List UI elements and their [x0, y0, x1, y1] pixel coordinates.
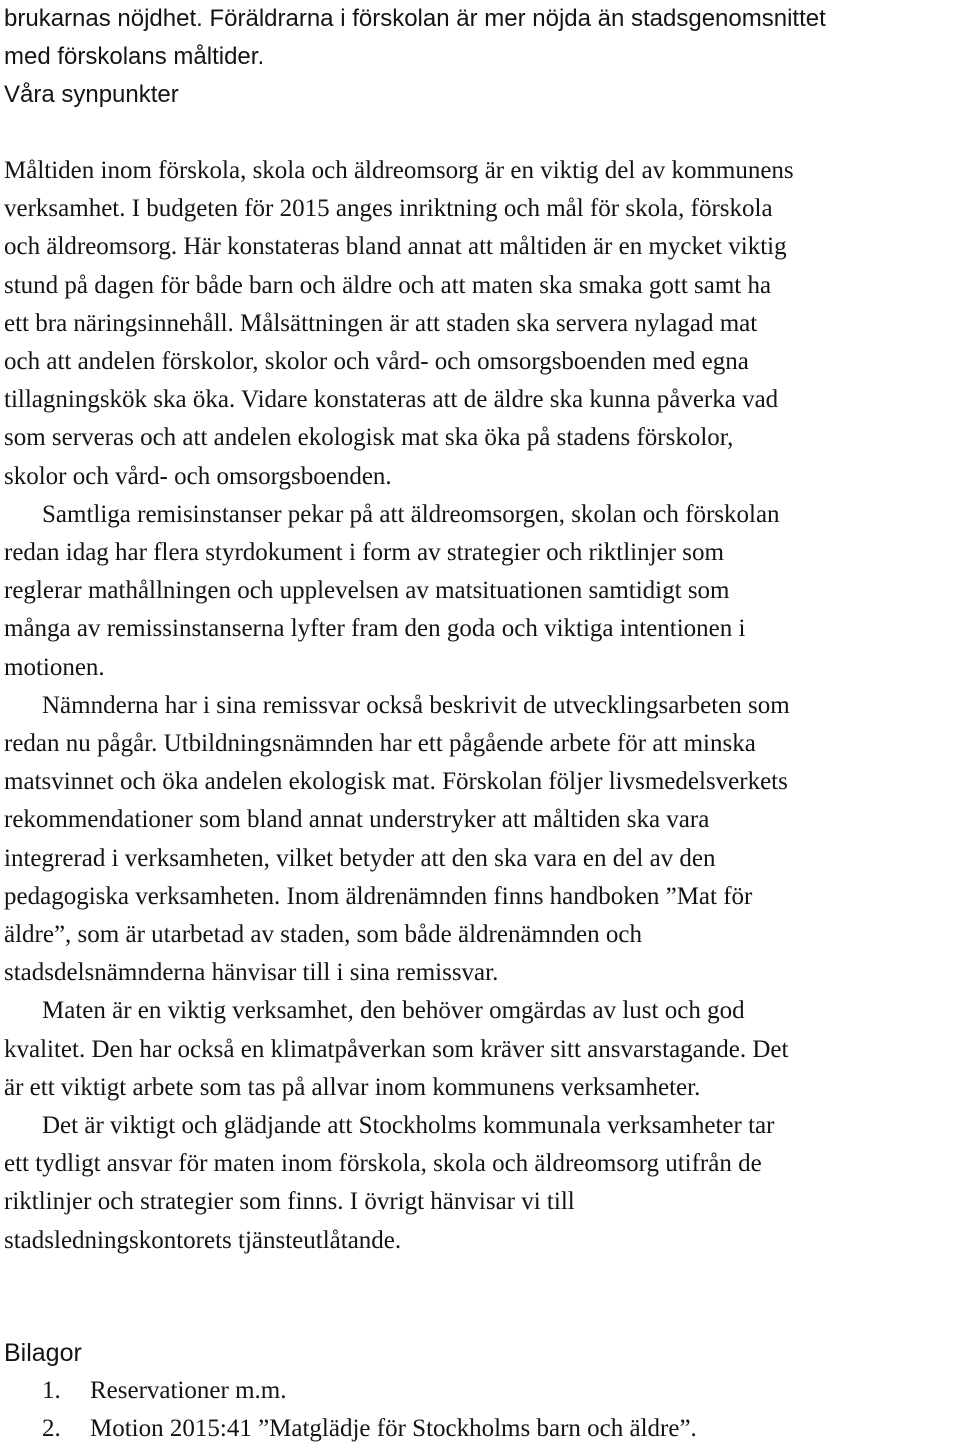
text-line: rekommendationer som bland annat understryker att måltiden ska vara: [4, 806, 710, 834]
text-line: integrerad i verksamheten, vilket betyder att den ska vara en del av den: [4, 844, 716, 872]
appendix-item-number: 1.: [42, 1376, 61, 1404]
paragraph-1: [4, 152, 954, 496]
text-line: motionen.: [4, 653, 105, 681]
text-line: stund på dagen för både barn och äldre och att maten ska smaka gott samt ha: [4, 271, 772, 299]
appendix-item: [4, 1410, 954, 1448]
text-line: Maten är en viktig verksamhet, den behöver omgärdas av lust och god: [42, 997, 745, 1025]
text-line: skolor och vård- och omsorgsboenden.: [4, 462, 392, 490]
text-line: Samtliga remisinstanser pekar på att äldreomsorgen, skolan och förskolan: [42, 500, 780, 528]
text-line: redan idag har flera styrdokument i form av strategier och riktlinjer som: [4, 539, 724, 567]
text-line: tillagningskök ska öka. Vidare konstateras att de äldre ska kunna påverka vad: [4, 386, 779, 414]
appendix-list: [4, 1372, 954, 1448]
text-line: matsvinnet och öka andelen ekologisk mat. Förskolan följer livsmedelsverkets: [4, 768, 788, 796]
spacer: [4, 114, 954, 152]
text-line: ett bra näringsinnehåll. Målsättningen är att staden ska servera nylagad mat: [4, 309, 758, 337]
text-line: riktlinjer och strategier som finns. I övrigt hänvisar vi till: [4, 1188, 575, 1216]
document-page: [4, 0, 954, 1448]
intro-line: med förskolans måltider.: [4, 43, 265, 70]
text-line: redan nu pågår. Utbildningsnämnden har ett pågående arbete för att minska: [4, 730, 756, 758]
text-line: stadsledningskontorets tjänsteutlåtande.: [4, 1226, 402, 1254]
paragraph-2: [4, 496, 954, 687]
appendix-item-number: 2.: [42, 1414, 61, 1442]
text-line: är ett viktigt arbete som tas på allvar inom kommunens verksamheter.: [4, 1073, 701, 1101]
paragraph-3: [4, 687, 954, 993]
text-line: och äldreomsorg. Här konstateras bland annat att måltiden är en mycket viktig: [4, 233, 787, 261]
text-line: Nämnderna har i sina remissvar också beskrivit de utvecklingsarbeten som: [42, 691, 790, 719]
text-line: äldre”, som är utarbetad av staden, som både äldrenämnden och: [4, 921, 642, 949]
paragraph-5: [4, 1107, 954, 1260]
text-line: många av remissinstanserna lyfter fram den goda och viktiga intentionen i: [4, 615, 746, 643]
appendix-heading: Bilagor: [4, 1338, 82, 1367]
spacer: [4, 1260, 954, 1334]
text-line: Det är viktigt och glädjande att Stockholms kommunala verksamheter tar: [42, 1112, 775, 1140]
text-line: pedagogiska verksamheten. Inom äldrenämnden finns handboken ”Mat för: [4, 882, 753, 910]
section-heading: Våra synpunkter: [4, 81, 179, 108]
text-line: och att andelen förskolor, skolor och vård- och omsorgsboenden med egna: [4, 348, 749, 376]
intro-line: brukarnas nöjdhet. Föräldrarna i förskolan är mer nöjda än stadsgenomsnittet: [4, 5, 826, 32]
appendix-item: [4, 1372, 954, 1410]
text-line: som serveras och att andelen ekologisk mat ska öka på stadens förskolor,: [4, 424, 734, 452]
text-line: kvalitet. Den har också en klimatpåverkan som kräver sitt ansvarstagande. Det: [4, 1035, 789, 1063]
paragraph-4: [4, 992, 954, 1107]
intro-paragraph: [4, 0, 954, 76]
text-line: verksamhet. I budgeten för 2015 anges inriktning och mål för skola, förskola: [4, 195, 773, 223]
text-line: Måltiden inom förskola, skola och äldreomsorg är en viktig del av kommunens: [4, 157, 794, 184]
appendix-item-text: Reservationer m.m.: [90, 1376, 287, 1404]
text-line: reglerar mathållningen och upplevelsen av matsituationen samtidigt som: [4, 577, 730, 605]
text-line: stadsdelsnämnderna hänvisar till i sina remissvar.: [4, 959, 499, 987]
appendix-item-text: Motion 2015:41 ”Matglädje för Stockholms barn och äldre”.: [90, 1414, 697, 1442]
text-line: ett tydligt ansvar för maten inom förskola, skola och äldreomsorg utifrån de: [4, 1150, 762, 1178]
